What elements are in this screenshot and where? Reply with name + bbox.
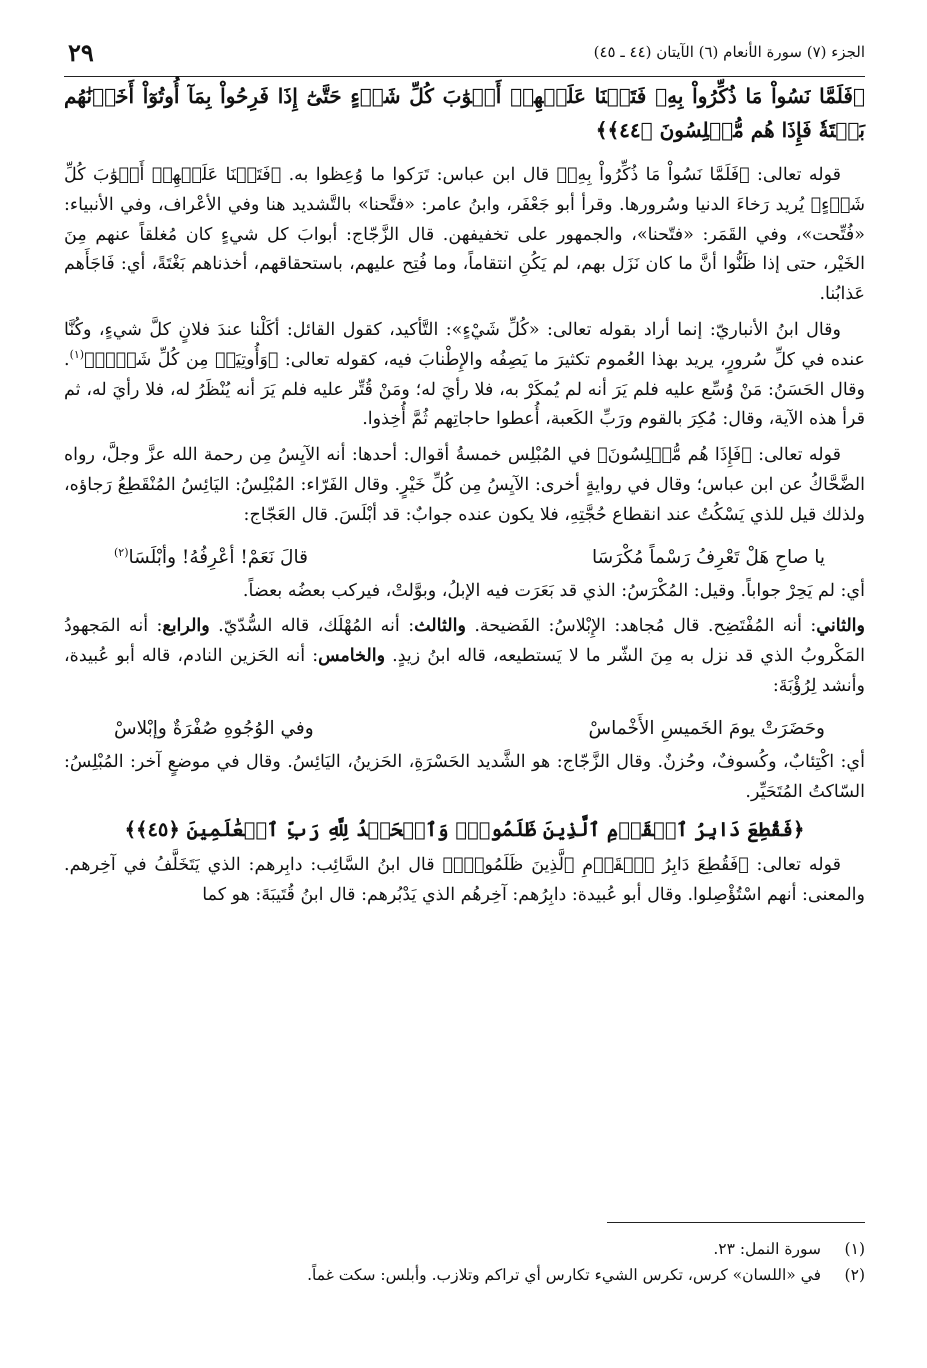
page-header [64, 34, 865, 68]
footnote [64, 1262, 865, 1288]
poem-verse [64, 537, 865, 577]
quran-verse-45: ﴿فَقُطِعَ دَابِرُ ٱلۡقَوۡمِ ٱلَّذِينَ ظَلَمُواْۚ وَٱلۡحَمۡدُ لِلَّهِ رَبِّ ٱلۡعَٰلَمِينَ ﴿٤٥﴾﴾ [124, 818, 805, 842]
footnote-number: (١) [844, 1240, 865, 1258]
opinion-label: والخامس [318, 646, 386, 667]
running-title: الجزء (٧) سورة الأنعام (٦) الآيتان (٤٤ ـ ٤٥) [593, 43, 865, 62]
commentary-paragraph [64, 316, 865, 435]
poem-hemistich-first: يا صاحِ هَلْ تَعْرِفُ رَسْماً مُكْرَسَا [592, 546, 825, 568]
poem-verse [64, 708, 865, 748]
commentary-paragraph: أي: اكْتِئابٌ، وكُسوفٌ، وحُزنٌ. وقال الزَّجّاج: هو الشَّديد الحَسْرَةِ، الحَزينُ، اليَائِسُ. وقال في موضعٍ آخر: المُبْلِسُ: السّاكتُ المُتَحَيِّر. [64, 751, 865, 802]
header-rule [64, 76, 865, 77]
hemistich-text: قالَ نَعَمْ! أعْرِفُهُ! وأبْلَسَا [128, 546, 308, 568]
page-number: ٢٩ [68, 38, 94, 68]
poem-hemistich-first: وحَضَرَتْ يومَ الخَميسِ الأَخْماسْ [588, 717, 825, 739]
paragraph-text: وقال ابنُ الأنباريّ: إنما أراد بقوله تعالى: «كُلِّ شَيْءٍ»: التَّأكيد، كقول القائل: أكَلْنا عندَ فلانٍ كلَّ شيءٍ، وكُنَّا عنده في كلِّ سُرورٍ، يريد بهذا العُموم تكثيرَ ما يَصِفُه والإِطْنابَ فيه، كقوله تعالى: ﴿وَأُوتِيَتۡ مِن كُلِّ شَيۡءٖ﴾ [64, 319, 865, 370]
footnote [64, 1236, 865, 1262]
footnote-separator [607, 1222, 865, 1223]
paragraph-text: . وقال الحَسَنُ: مَنْ وُسِّع عليه فلم يَرَ أنه لم يُمكَرْ به، فلا رأيَ له؛ ومَنْ قُتِّر عليه فلم يَرَ أنه يُنْظَرُ له، فلا رأيَ له، ثم قرأ هذه الآية، وقال: مُكِرَ بالقوم ورَبِّ الكَعبة، أُعطوا حاجاتِهم ثُمَّ أُخِذوا. [64, 349, 865, 430]
opinion-label: والثاني [816, 616, 865, 637]
commentary-paragraph: أي: لم يَحِرْ جواباً. وقيل: المُكْرَسُ: الذي قد بَعَرَت فيه الإبلُ، وبوَّلتْ، فيركب بعضُه بعضاً. [242, 580, 865, 601]
poem-hemistich-second [114, 543, 308, 573]
opinion-label: والثالث [414, 616, 466, 637]
opinion-text: : أنه المَجهودُ المَكْروبُ الذي قد نزل به مِنَ الشّر ما لا يَستطيعه، قاله ابنُ زيدٍ. [64, 616, 866, 667]
opinion-text: : أنه الحَزين النادم، قاله أبو عُبيدة، وأنشد لِرُؤْبَةَ: [64, 646, 865, 696]
commentary-paragraph [64, 612, 865, 701]
footnote-text: سورة النمل: ٢٣. [713, 1240, 821, 1258]
opinion-text: : أنه المُهْلَك، قاله السُّدّيّ. [209, 616, 415, 637]
commentary-paragraph: قوله تعالى: ﴿فَلَمَّا نَسُواْ مَا ذُكِّرُواْ بِهِۦ﴾ قال ابن عباس: تَرَكوا ما وُعِظوا به. ﴿فَتَحۡنَا عَلَيۡهِمۡ أَبۡوَٰبَ كُلِّ شَيۡءٍ﴾ يُريد رَخاءَ الدنيا وسُرورها. وقرأ أبو جَعْفَر، وابنُ عامر: «فتَّحنا» بالتَّشديد هنا وفي الأعْراف، وفي الأنبياء: «فُتِّحت»، وفي القَمَر: «فتّحنا»، والجمهور على تخفيفهن. قال الزَّجّاج: أبوابَ كل شيءٍ كان مُغلقاً عنهم مِنَ الخَيْر، حتى إذا ظَنُّوا أنَّ ما كان نَزَل بهم، لم يَكُنِ انتقاماً، وما فُتِح عليهم، باستحقاقهم، أخذناهم بَغْتَةً، أي: فَاجَأَهم عَذابُنا. [64, 165, 865, 305]
opinion-text: : أنه المُفْتَضِح. قال مُجاهد: الإِبْلاسُ: الفَضيحة. [465, 616, 817, 637]
footnote-number: (٢) [844, 1266, 865, 1284]
commentary-paragraph: قوله تعالى: ﴿فَإِذَا هُم مُّبۡلِسُونَ﴾ في المُبْلِس خمسةُ أقوال: أحدها: أنه الآيِسُ مِن رحمة الله عزَّ وجلَّ، رواه الضَّحَّاكُ عن ابن عباس؛ وقال في روايةٍ أخرى: الآيِسُ مِن كُلِّ خَيْرٍ. وقال الفَرّاء: المُبْلِسُ: اليَائِسُ المُنْقَطِعُ رَجاؤه، ولذلك قيل للذي يَسْكُتُ عند انقطاع حُجَّتِهِ، فلا يكون عنده جوابٌ: قد أبْلَسَ. قال العَجّاج: [64, 445, 865, 525]
commentary-paragraph: قوله تعالى: ﴿فَقُطِعَ دَابِرُ ٱلۡقَوۡمِ ٱلَّذِينَ ظَلَمُواْۚ﴾ قال ابنُ السَّائِب: دابِرهم: الذي يَتَخَلَّفُ في آخِرهم. والمعنى: أنهم اسْتُؤْصِلوا. وقال أبو عُبيدة: دابِرُهم: آخِرهُم الذي يَدْبُرهم: قال ابنُ قُتَيبَةَ: هو كما [64, 855, 865, 906]
poem-hemistich-second: وفي الوُجُوهِ صُفْرَةٌ وإبْلاسْ [114, 717, 314, 739]
footnote-text: في «اللسان» كرس، تكرس الشيء تكارس أي تراكم وتلازب. وأبلس: سكت غماً. [307, 1266, 821, 1284]
footnote-ref-1: (١) [69, 347, 85, 361]
footnotes [64, 1236, 865, 1288]
opinion-label: والرابع [162, 616, 210, 637]
quran-verse-44: ﴿فَلَمَّا نَسُواْ مَا ذُكِّرُواْ بِهِۦ فَتَحۡنَا عَلَيۡهِمۡ أَبۡوَٰبَ كُلِّ شَيۡءٍ حَتَّىٰٓ إِذَا فَرِحُواْ بِمَآ أُوتُوٓاْ أَخَذۡنَٰهُم بَغۡتَةٗ فَإِذَا هُم مُّبۡلِسُونَ ﴿٤٤﴾﴾ [64, 84, 865, 142]
footnote-ref-2: (٢) [114, 545, 129, 559]
